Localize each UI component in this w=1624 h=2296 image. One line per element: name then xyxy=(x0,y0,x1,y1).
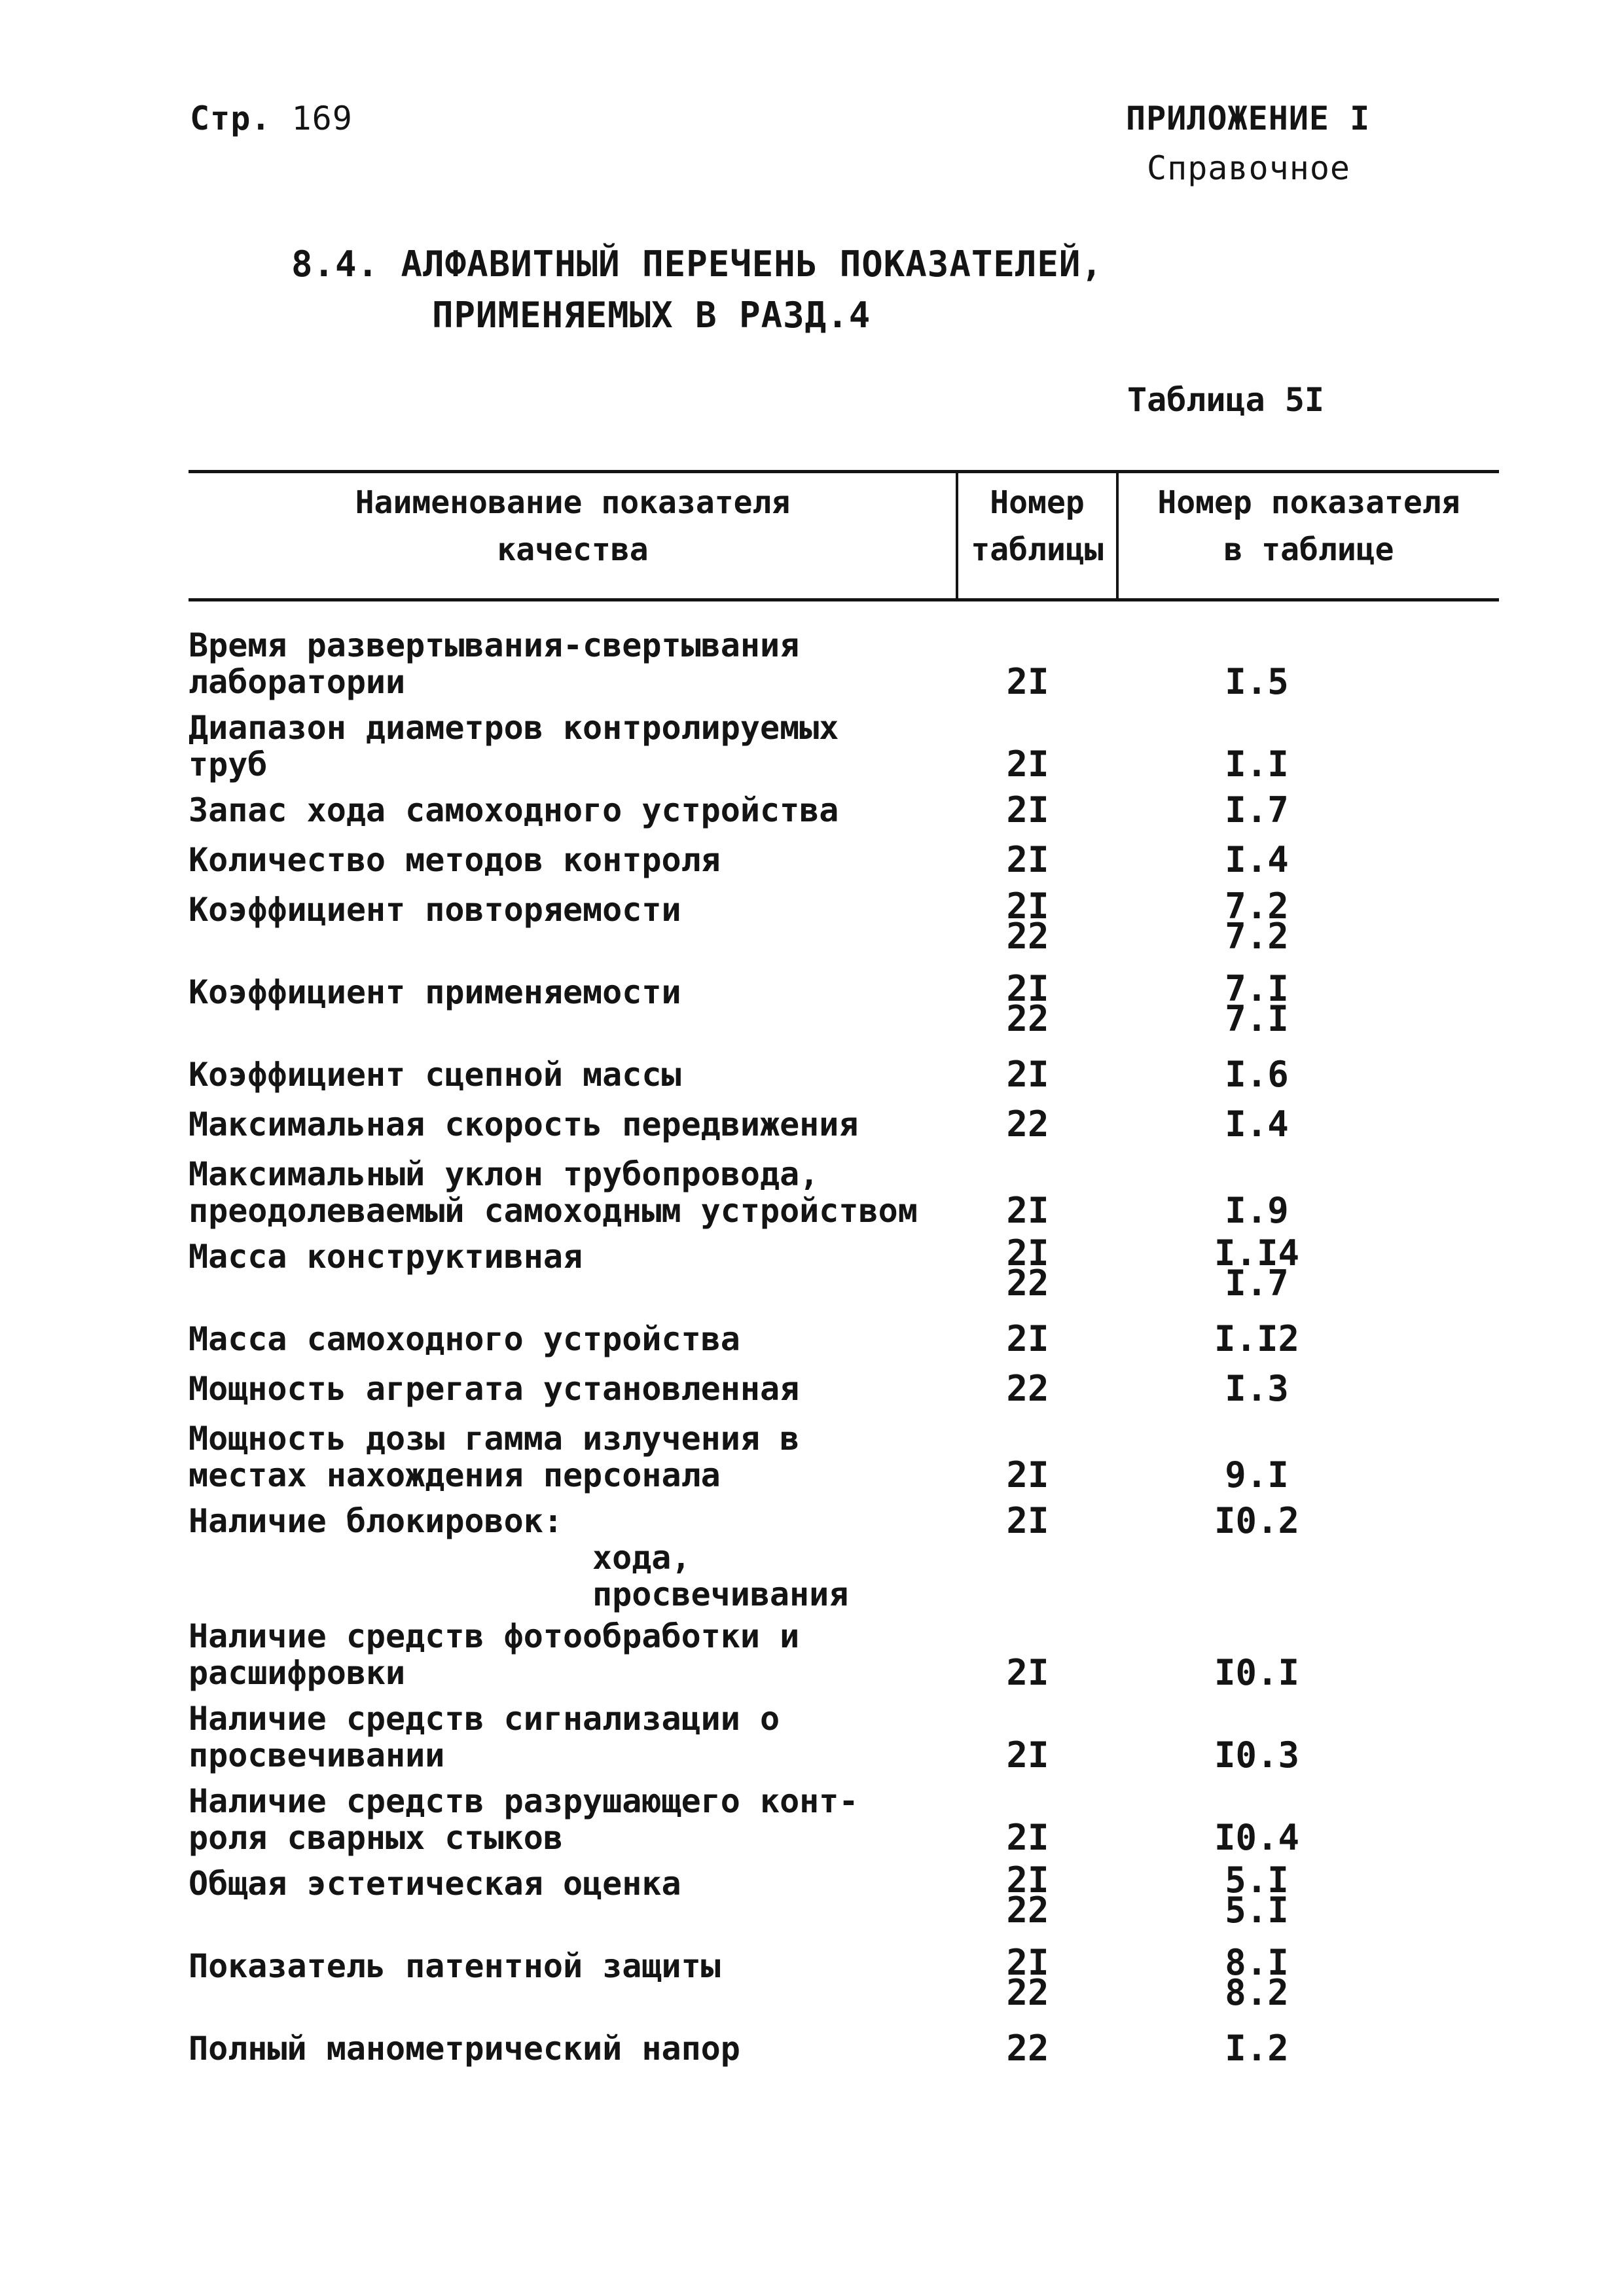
section-title-line1: 8.4. АЛФАВИТНЫЙ ПЕРЕЧЕНЬ ПОКАЗАТЕЛЕЙ, xyxy=(291,243,1103,285)
table-number: 2I xyxy=(1006,1454,1049,1496)
indicator-number: I0.2 xyxy=(1214,1500,1300,1541)
table-number: 2I xyxy=(1006,661,1049,702)
column-header-index-number-line1: Номер показателя xyxy=(1157,484,1460,521)
indicator-name: Время развертывания-свертывания лаборатории xyxy=(189,626,800,701)
indicator-number: I0.3 xyxy=(1214,1734,1300,1776)
table-row xyxy=(0,1318,1624,1371)
indicator-name: Полный манометрический напор xyxy=(189,2030,740,2068)
table-row xyxy=(0,1056,1624,1106)
table-row xyxy=(0,968,1624,1056)
indicator-number: I.I2 xyxy=(1214,1318,1300,1359)
table-row xyxy=(0,886,1624,974)
appendix-type: Справочное xyxy=(1147,149,1351,187)
table-row xyxy=(0,1700,1624,1783)
table-number: 2I xyxy=(1006,744,1049,785)
indicator-name: Мощность агрегата установленная xyxy=(189,1370,800,1408)
table-header-bottom-rule xyxy=(189,598,1499,601)
indicator-name: Масса самоходного устройства xyxy=(189,1320,740,1358)
column-header-table-number-line2: таблицы xyxy=(971,531,1104,568)
table-row xyxy=(0,1232,1624,1321)
indicator-name: Количество методов контроля xyxy=(189,841,721,879)
indicator-number: 8.I 8.2 xyxy=(1225,1942,1289,2013)
indicator-name: Мощность дозы гамма излучения в местах нахождения персонала xyxy=(189,1420,800,1494)
table-row xyxy=(0,627,1624,709)
indicator-name: Максимальный уклон трубопровода, преодолеваемый самоходным устройством xyxy=(189,1155,918,1230)
indicator-number: 9.I xyxy=(1225,1454,1289,1496)
indicator-name: Наличие средств сигнализации о просвечивании xyxy=(189,1700,780,1774)
indicator-number: I.I xyxy=(1225,744,1289,785)
column-header-name-line2: качества xyxy=(497,531,649,568)
indicator-number: 7.2 7.2 xyxy=(1225,886,1289,957)
indicator-number: I.3 xyxy=(1225,1368,1289,1409)
indicator-name: Коэффициент сцепной массы xyxy=(189,1056,681,1094)
indicator-number: 7.I 7.I xyxy=(1225,968,1289,1039)
table-number: 22 xyxy=(1006,1103,1049,1145)
table-number: 2I 22 xyxy=(1006,1859,1049,1931)
column-header-index-number-line2: в таблице xyxy=(1223,531,1394,568)
table-number: 2I xyxy=(1006,839,1049,880)
table-number: 2I 22 xyxy=(1006,968,1049,1039)
table-caption: Таблица 5I xyxy=(1127,381,1325,419)
indicator-name: Наличие блокировок: xyxy=(189,1502,563,1540)
table-number: 2I xyxy=(1006,1817,1049,1858)
table-row xyxy=(0,1368,1624,1420)
indicator-number: I.2 xyxy=(1225,2028,1289,2069)
page-label-text: Стр. xyxy=(190,99,272,137)
appendix-label: ПРИЛОЖЕНИЕ I xyxy=(1126,99,1371,137)
indicator-name: Наличие средств разрушающего конт- роля сварных стыков xyxy=(189,1782,859,1857)
indicator-name: Максимальная скорость передвижения xyxy=(189,1105,859,1143)
table-number: 2I xyxy=(1006,1318,1049,1359)
indicator-name: Наличие средств фотообработки и расшифровки xyxy=(189,1617,800,1692)
table-top-rule xyxy=(189,470,1499,473)
table-number: 2I xyxy=(1006,789,1049,831)
indicator-name: Диапазон диаметров контролируемых труб xyxy=(189,709,839,783)
indicator-subitems: хода, просвечивания xyxy=(592,1539,849,1613)
table-row xyxy=(0,1783,1624,1865)
column-header-name-line1: Наименование показателя xyxy=(355,484,791,521)
table-number: 22 xyxy=(1006,2028,1049,2069)
indicator-name: Показатель патентной защиты xyxy=(189,1947,721,1985)
table-row xyxy=(0,1500,1624,1618)
table-row xyxy=(0,1942,1624,2030)
column-header-table-number-line1: Номер xyxy=(990,484,1085,521)
table-body xyxy=(0,627,1624,2080)
table-row xyxy=(0,789,1624,842)
column-header-name xyxy=(190,479,956,573)
indicator-number: I.4 xyxy=(1225,839,1289,880)
table-number: 2I 22 xyxy=(1006,1232,1049,1304)
table-number: 22 xyxy=(1006,1368,1049,1409)
table-row xyxy=(0,1103,1624,1156)
table-number: 2I xyxy=(1006,1054,1049,1095)
table-number: 2I xyxy=(1006,1500,1049,1541)
table-number: 2I xyxy=(1006,1190,1049,1231)
column-header-index-number xyxy=(1119,479,1499,573)
table-row xyxy=(0,839,1624,891)
section-title-line2: ПРИМЕНЯЕМЫХ В РАЗД.4 xyxy=(432,295,871,336)
indicator-number: I.7 xyxy=(1225,789,1289,831)
indicator-name: Коэффициент повторяемости xyxy=(189,891,681,929)
table-row xyxy=(0,709,1624,792)
indicator-number: I.I4 I.7 xyxy=(1214,1232,1300,1304)
table-number: 2I xyxy=(1006,1652,1049,1693)
indicator-number: I0.4 xyxy=(1214,1817,1300,1858)
indicator-number: I.9 xyxy=(1225,1190,1289,1231)
table-row xyxy=(0,1420,1624,1503)
indicator-number: I.4 xyxy=(1225,1103,1289,1145)
page-label xyxy=(190,99,353,137)
indicator-name: Общая эстетическая оценка xyxy=(189,1865,681,1903)
indicator-number: I.6 xyxy=(1225,1054,1289,1095)
table-row xyxy=(0,2030,1624,2080)
table-number: 2I 22 xyxy=(1006,886,1049,957)
column-header-table-number xyxy=(958,479,1116,573)
indicator-number: I.5 xyxy=(1225,661,1289,702)
page-number: 169 xyxy=(291,99,353,137)
indicator-number: I0.I xyxy=(1214,1652,1300,1693)
table-row xyxy=(0,1618,1624,1700)
table-row xyxy=(0,1859,1624,1948)
table-number: 2I 22 xyxy=(1006,1942,1049,2013)
indicator-name: Масса конструктивная xyxy=(189,1238,583,1276)
indicator-name: Коэффициент применяемости xyxy=(189,973,681,1011)
table-number: 2I xyxy=(1006,1734,1049,1776)
table-row xyxy=(0,1156,1624,1238)
indicator-number: 5.I 5.I xyxy=(1225,1859,1289,1931)
indicator-name: Запас хода самоходного устройства xyxy=(189,791,839,829)
